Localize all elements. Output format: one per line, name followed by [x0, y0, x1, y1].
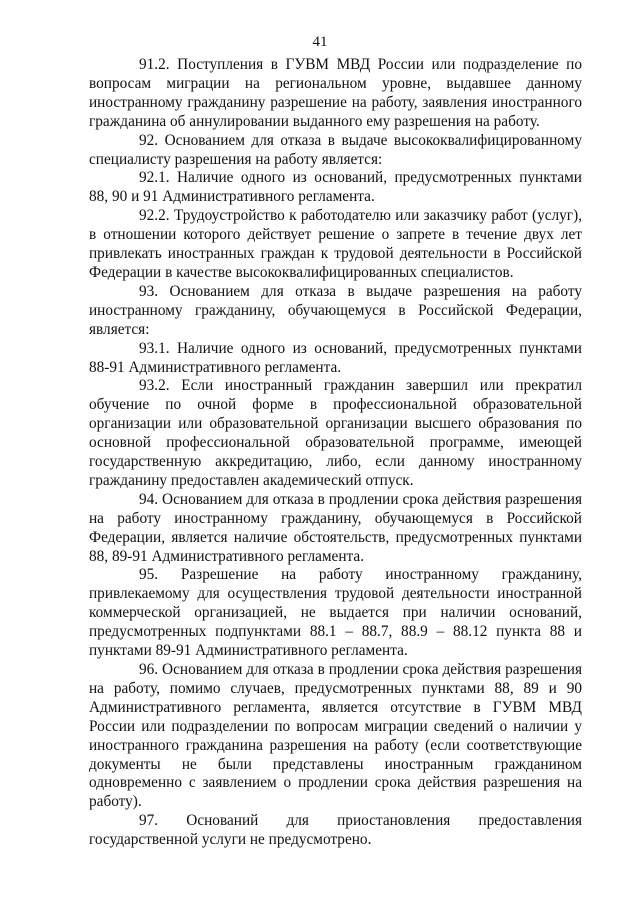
paragraph-95: 95. Разрешение на работу иностранному гражданину, привлекаемому для осуществления трудовой деятельности иностранной коммерческой организацией, не выдается при наличии оснований, предусмотренных подпунктами 88.1 – 88.7, 88.9 – 88.12 пункта 88 и пунктами 89-91 Административного регламента.: [89, 566, 582, 660]
document-body: [89, 56, 582, 850]
paragraph-92-2: 92.2. Трудоустройство к работодателю или заказчику работ (услуг), в отношении которого действует решение о запрете в течение двух лет привлекать иностранных граждан к трудовой деятельности в Российской Федерации в качестве высококвалифицированных специалистов.: [89, 207, 582, 281]
paragraph-97: 97. Оснований для приостановления предоставления государственной услуги не предусмотрено.: [89, 812, 582, 849]
paragraph-92-1: 92.1. Наличие одного из оснований, предусмотренных пунктами 88, 90 и 91 Административного регламента.: [89, 169, 582, 206]
paragraph-96: 96. Основанием для отказа в продлении срока действия разрешения на работу, помимо случаев, предусмотренных пунктами 88, 89 и 90 Административного регламента, является отсутствие в ГУВМ МВД России или подразделении по вопросам миграции сведений о наличии у иностранного гражданина разрешения на работу (если соответствующие документы не были представлены иностранным гражданином одновременно с заявлением о продлении срока действия разрешения на работу).: [89, 661, 582, 811]
paragraph-92: 92. Основанием для отказа в выдаче высококвалифицированному специалисту разрешения на работу является:: [89, 131, 582, 168]
page-number: 41: [312, 34, 328, 50]
paragraph-93-2: 93.2. Если иностранный гражданин завершил или прекратил обучение по очной форме в профессиональной образовательной организации или образовательной организации высшего образования по основной профессиональной образовательной программе, имеющей государственную аккредитацию, либо, если данному иностранному гражданину предоставлен академический отпуск.: [89, 377, 582, 489]
paragraph-93-1: 93.1. Наличие одного из оснований, предусмотренных пунктами 88-91 Административного регламента.: [89, 339, 582, 376]
paragraph-93: 93. Основанием для отказа в выдаче разрешения на работу иностранному гражданину, обучающемуся в Российской Федерации, является:: [89, 282, 582, 338]
paragraph-91-2: 91.2. Поступления в ГУВМ МВД России или подразделение по вопросам миграции на региональном уровне, выдавшее данному иностранному гражданину разрешение на работу, заявления иностранного гражданина об аннулировании выданного ему разрешения на работу.: [89, 56, 582, 130]
paragraph-94: 94. Основанием для отказа в продлении срока действия разрешения на работу иностранному гражданину, обучающемуся в Российской Федерации, является наличие обстоятельств, предусмотренных пунктами 88, 89-91 Административного регламента.: [89, 490, 582, 565]
